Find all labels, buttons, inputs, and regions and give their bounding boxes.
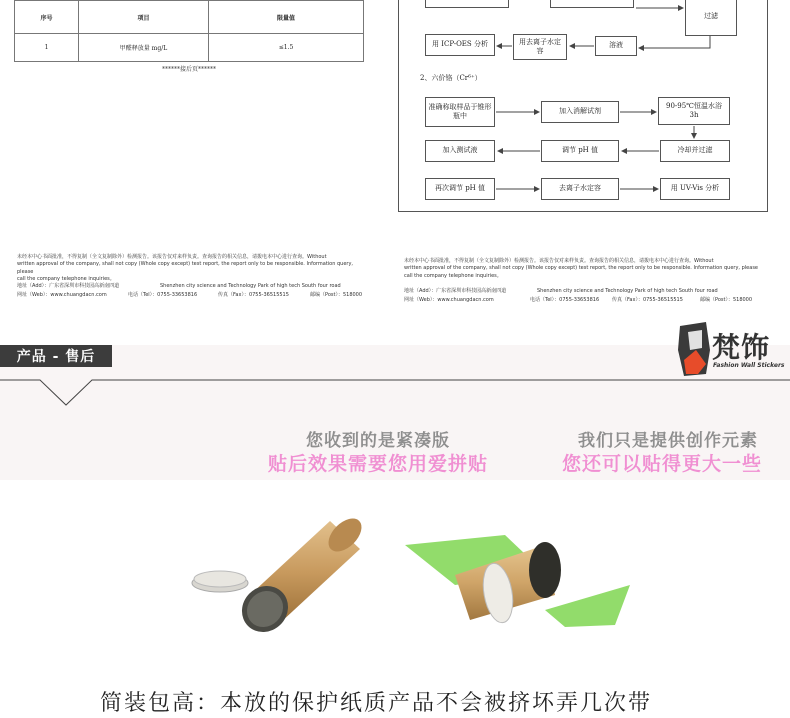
- tube-with-caps-image: [180, 505, 370, 630]
- report-disclaimer: [404, 258, 764, 280]
- postcode: 邮编（Post）：518000: [310, 292, 363, 298]
- flow-box-label: 加入测试液: [442, 146, 478, 155]
- flow-box-label: 过滤: [704, 11, 718, 20]
- flow-box-label: 再次调节 pH 值: [434, 184, 486, 193]
- section-title-cr6: 2、六价铬（Cr⁶⁺）: [420, 74, 482, 82]
- tube-capping-image: [395, 515, 635, 645]
- website: 网址（Web）：www.chuangdacn.com: [404, 297, 494, 303]
- flow-box-label: 去离子水定容: [559, 184, 601, 193]
- flow-box-label: 90-95℃恒温水浴 3h: [665, 101, 722, 119]
- brand-name: 梵饰: [712, 331, 771, 364]
- table-header: 序号: [15, 1, 79, 34]
- flow-box-label: 加入消解试剂: [559, 107, 601, 116]
- disclaimer-line: call the company telephone inquiries。: [404, 272, 502, 279]
- brand-tagline: Fashion Wall Stickers: [713, 362, 785, 369]
- table-cell: ≤1.5: [209, 34, 364, 62]
- address-cn: 地址（Add）：广东省深圳市科技园高新南四道: [404, 288, 507, 294]
- report-disclaimer: [17, 254, 367, 283]
- flow-box-label: 调节 pH 值: [561, 146, 599, 155]
- fax: 传真（Fax）：0755-36515515: [612, 297, 683, 303]
- address-cn: 地址（Add）：广东省深圳市科技园高新南四道: [17, 283, 120, 289]
- flow-box-label: 用 UV-Vis 分析: [670, 184, 720, 193]
- table-cell: 1: [15, 34, 79, 62]
- slogan-left-line2: 贴后效果需要您用爱拼贴: [268, 453, 489, 475]
- table-header: 项目: [79, 1, 209, 34]
- after-page-note: ******接后页******: [161, 66, 216, 73]
- flow-arrows: [0, 0, 790, 230]
- postcode: 邮编（Post）：518000: [700, 297, 753, 303]
- disclaimer-line: call the company telephone inquiries。: [17, 275, 115, 282]
- arrow-lines: [496, 8, 710, 189]
- website: 网址（Web）：www.chuangdacn.com: [17, 292, 107, 298]
- disclaimer-line: 未经本中心书面批准，不得复制（全文复制除外）检测报告。该报告仅对来样负责。查询报告的相关信息，请拨电本中心进行查询。Without: [17, 254, 327, 260]
- address-en: Shenzhen city science and Technology Park of high tech South four road: [537, 288, 718, 294]
- table-cell: 甲醛释放量 mg/L: [79, 34, 209, 62]
- slogan-right-line2: 您还可以贴得更大一些: [562, 453, 763, 475]
- flow-box-label: 准确称取样品于锥形瓶中: [428, 102, 492, 120]
- telephone: 电话（Tel）：0755-33653816: [530, 297, 600, 303]
- disclaimer-line: 未经本中心书面批准，不得复制（全文复制除外）检测报告。该报告仅对来样负责。查询报告的相关信息，请拨电本中心进行查询。Without: [404, 258, 714, 264]
- telephone: 电话（Tel）：0755-33653816: [128, 292, 198, 298]
- address-en: Shenzhen city science and Technology Park of high tech South four road: [160, 283, 341, 289]
- flow-box-label: 溶液: [609, 41, 623, 50]
- divider-line: [0, 370, 790, 410]
- flow-box-label: 用去离子水定容: [519, 37, 561, 55]
- flow-box-label: 用 ICP-OES 分析: [432, 40, 488, 49]
- bottom-caption: 简装包高：本放的保护纸质产品不会被挤坏弄几次带: [100, 691, 653, 716]
- table-header: 限量值: [209, 1, 364, 34]
- disclaimer-line: written approval of the company, shall not copy (Whole copy except) test report, the report only to be responsible. Information query, please: [17, 261, 354, 275]
- section-tag: 产品 - 售后: [0, 345, 112, 367]
- disclaimer-line: written approval of the company, shall not copy (Whole copy except) test report, the report only to be responsible. Information query, please: [404, 265, 758, 272]
- fax: 传真（Fax）：0755-36515515: [218, 292, 289, 298]
- brand-logo-icon: [676, 320, 716, 378]
- flow-box-label: 冷却并过滤: [677, 146, 713, 155]
- slogan-left-line1: 您收到的是紧凑版: [306, 431, 450, 451]
- slogan-right-line1: 我们只是提供创作元素: [578, 431, 758, 451]
